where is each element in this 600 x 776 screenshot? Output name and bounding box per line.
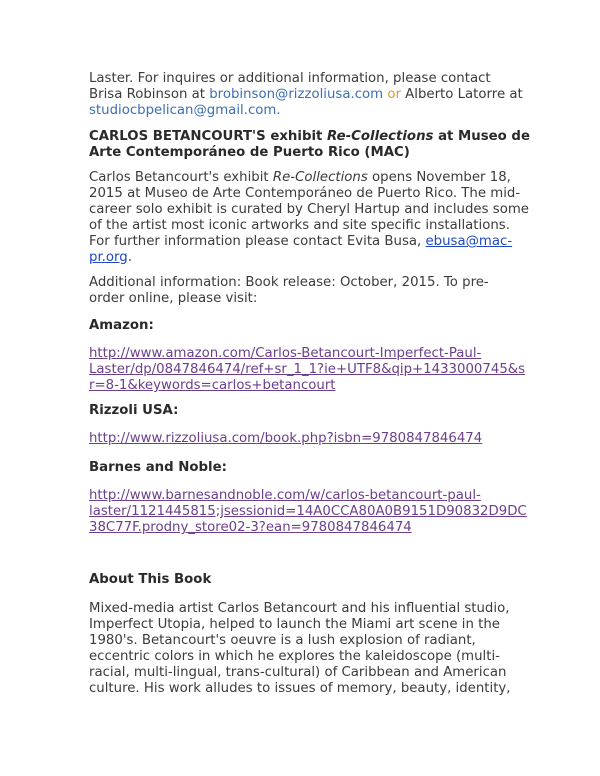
intro-paragraph	[89, 71, 523, 119]
intro-line: Brisa Robinson at brobinson@rizzoliusa.com or Alberto Latorre at	[89, 87, 523, 102]
bn-link[interactable]: http://www.barnesandnoble.com/w/carlos-betancourt-paul- laster/1121445815;jsessionid=14A0CCA80A0B9151D90832D9DC 38C77F.prodny_store02-3?ean=9780847846474	[89, 488, 527, 535]
amazon-link[interactable]: http://www.amazon.com/Carlos-Betancourt-Imperfect-Paul- Laster/dp/0847846474/ref+sr_1_1?ie+UTF8&qip+1433000745&s r=8-1&keywords=carlos+betancourt	[89, 346, 526, 393]
about-paragraph: Mixed-media artist Carlos Betancourt and his influential studio, Imperfect Utopia, helped to launch the Miami art scene in the 1980's. Betancourt's oeuvre is a lush explosion of radiant, eccentric colors in which he explores the kaleidoscope (multi- racial, multi-lingual, trans-cultural) of Caribbean and American culture. His work alludes to issues of memory, beauty, identity,	[89, 601, 511, 696]
exhibit-heading: CARLOS BETANCOURT'S exhibit Re-Collections at Museo de Arte Contemporáneo de Puerto Rico (MAC)	[89, 129, 530, 160]
rizzoli-label: Rizzoli USA:	[89, 403, 179, 418]
rizzoli-link[interactable]: http://www.rizzoliusa.com/book.php?isbn=9780847846474	[89, 431, 483, 446]
bn-label: Barnes and Noble:	[89, 460, 227, 475]
email-link-latorre[interactable]: studiocbpelican@gmail.com.	[89, 103, 281, 118]
email-link-busa-cont[interactable]: pr.org	[89, 250, 128, 265]
exhibit-paragraph: Carlos Betancourt's exhibit Re-Collections opens November 18, 2015 at Museo de Arte Contemporáneo de Puerto Rico. The mid- career solo exhibit is curated by Cheryl Hartup and includes some of the artist most iconic artworks and site specific installations. For further information please contact Evita Busa, ebusa@mac- pr.org.	[89, 170, 529, 265]
intro-line: Laster. For inquires or additional information, please contact	[89, 71, 491, 86]
email-link-robinson[interactable]: brobinson@rizzoliusa.com	[209, 87, 384, 102]
email-link-busa[interactable]: ebusa@mac-	[425, 234, 513, 249]
about-heading: About This Book	[89, 572, 212, 587]
additional-info: Additional information: Book release: October, 2015. To pre- order online, please visit:	[89, 275, 489, 306]
amazon-label: Amazon:	[89, 318, 154, 333]
